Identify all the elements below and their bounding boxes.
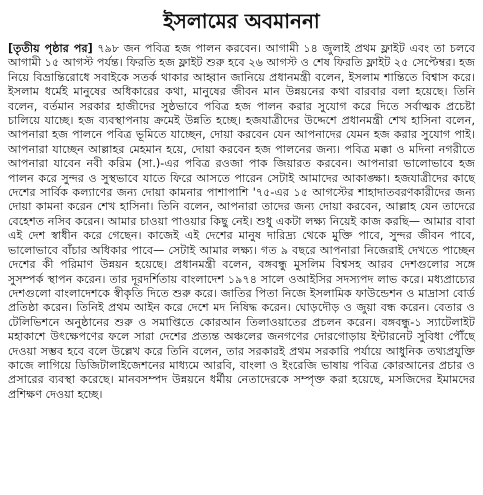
continuation-label: [তৃতীয় পৃষ্ঠার পর] xyxy=(8,42,93,55)
article-body-text: ৭৯৮ জন পবিত্র হজ পালন করবেন। আগামী ১৪ জুলাই প্রথম ফ্লাইট এবং তা চলবে আগামী ১৫ আগস্ট পর্যন্ত। ফিরতি হজ ফ্লাইট শুরু হবে ২৬ আগস্ট ও শেষ ফিরতি ফ্লাইট ২৫ সেপ্টেম্বর। হজ নিয়ে বিভ্রান্তিরোধে সবাইকে সতর্ক থাকার আহ্বান জানিয়ে প্রধানমন্ত্রী বলেন, ইসলাম শান্তিতে বিশ্বাস করে। ইসলাম ধর্মেই মানুষের অধিকারের কথা, মানুষের জীবন মান উন্নয়নের কথা বারবার বলা হয়েছে। তিনি বলেন, বর্তমান সরকার হাজীদের সুষ্ঠভাবে পবিত্র হজ পালন করার সুযোগ করে দিতে সর্বাত্মক প্রচেষ্টা চালিয়ে যাচ্ছে। হজ ব্যবস্থাপনায় ক্রমেই উন্নতি হচ্ছে। হজযাত্রীদের উদ্দেশে প্রধানমন্ত্রী শেখ হাসিনা বলেন, আপনারা হজ পালনে পবিত্র ভূমিতে যাচ্ছেন, দোয়া করবেন যেন আপনাদের যেমন হজ করার সুযোগ পাই। আপনারা যাচ্ছেন আল্লাহর মেহমান হয়ে, দোয়া করবেন হজ পালনের জন্য। পবিত্র মক্কা ও মদিনা নগরীতে আপনারা যাবেন নবী করিম (সা.)-এর পবিত্র রওজা পাক জিয়ারত করবেন। আপনারা ভালোভাবে হজ পালন করে সুন্দর ও সুস্থভাবে যাতে ফিরে আসতে পারেন সেটাই আমাদের আকাঙ্ক্ষা। হজযাত্রীদের কাছে দেশের সার্বিক কল্যাণের জন্য দোয়া কামনার পাশাপাশি '৭৫-এর ১৫ আগস্টের শাহাদাতবরণকারীদের জন্য দোয়া কামনা করেন শেখ হাসিনা। তিনি বলেন, আপনারা তাদের জন্য দোয়া করবেন, আল্লাহ যেন তাদেরে বেহেশত নসিব করেন। আমার চাওয়া পাওয়ার কিছু নেই। শুধু একটা লক্ষ্য নিয়েই কাজ করছি— আমার বাবা এই দেশ স্বাধীন করে গেছেন। কাজেই এই দেশের মানুষ দারিদ্র্য থেকে মুক্তি পাবে, সুন্দর জীবন পাবে, ভালোভাবে বাঁচার অধিকার পাবে— সেটাই আমার লক্ষ্য। গত ৯ বছরে আপনারা নিজেরাই দেখতে পাচ্ছেন দেশের কী পরিমাণ উন্নয়ন হয়েছে। প্রধানমন্ত্রী বলেন, বঙ্গবন্ধু মুসলিম বিশ্বসহ আরব দেশগুলোর সঙ্গে সুসম্পর্ক স্থাপন করেন। তার দূরদর্শিতায় বাংলাদেশ ১৯৭৪ সালে ওআইসির সদস্যপদ লাভ করে। মধ্যপ্রাচ্যের দেশগুলো বাংলাদেশকে স্বীকৃতি দিতে শুরু করে। জাতির পিতা নিজে ইসলামিক ফাউন্ডেশন ও মাদ্রাসা বোর্ড প্রতিষ্ঠা করেন। তিনিই প্রথম আইন করে দেশে মদ নিষিদ্ধ করেন। ঘোড়দৌড় ও জুয়া বন্ধ করেন। বেতার ও টেলিভিশনে অনুষ্ঠানের শুরু ও সমাপ্তিতে কোরআন তিলাওয়াতের প্রচলন করেন। বঙ্গবন্ধু-১ স্যাটেলাইট মহাকাশে উৎক্ষেপণের ফলে সারা দেশের প্রত্যন্ত অঞ্চলের জনগণের দোরগোড়ায় ইন্টারনেট সুবিধা পৌঁছে দেওয়া সম্ভব হবে বলে উল্লেখ করে তিনি বলেন, তার সরকারই প্রথম সরকারি পর্যায়ে আধুনিক তথ্যপ্রযুক্তি কাজে লাগিয়ে ডিজিটালাইজেশনের মাধ্যমে আরবি, বাংলা ও ইংরেজি ভাষায় পবিত্র কোরআনের প্রচার ও প্রসারের ব্যবস্থা করেছে। মানবসম্পদ উন্নয়নে ধর্মীয় নেতাদেরকে সম্পৃক্ত করা হয়েছে, মসজিদের ইমামদের প্রশিক্ষণ দেওয়া হচ্ছে। xyxy=(8,42,476,401)
article-headline: ইসলামের অবমাননা xyxy=(163,9,320,33)
article-body xyxy=(8,42,475,402)
